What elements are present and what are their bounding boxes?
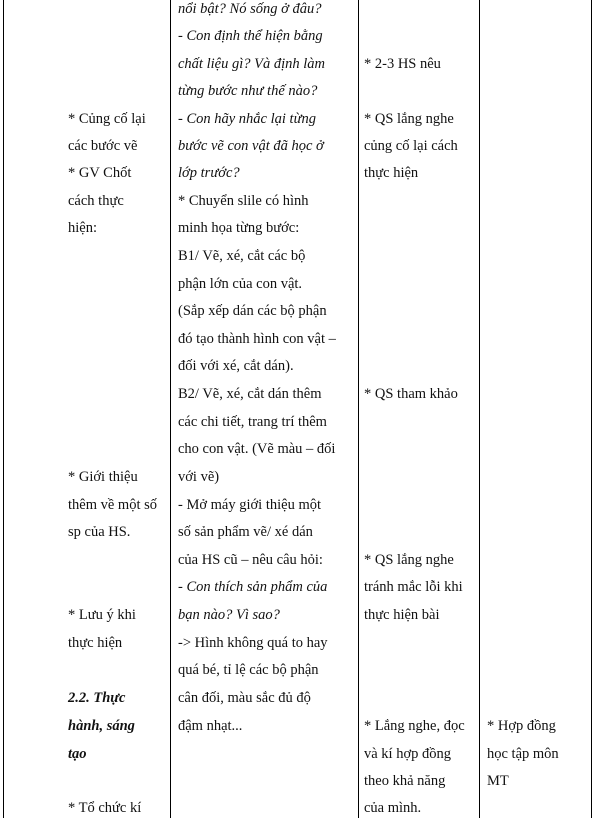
col2-question-line: nổi bật? Nó sống ở đâu? — [178, 1, 322, 17]
col2-line: B2/ Vẽ, xé, cắt dán thêm — [178, 386, 322, 402]
col3-line: * QS lắng nghe — [364, 552, 454, 568]
col4-line: * Hợp đồng — [487, 718, 556, 734]
col3-line: thực hiện bài — [364, 607, 440, 623]
col2-question-line: - Con thích sản phẩm của — [178, 579, 328, 595]
col2-line: các chi tiết, trang trí thêm — [178, 414, 327, 430]
col2-question-line: lớp trước? — [178, 165, 240, 181]
col1-line: các bước vẽ — [68, 138, 138, 154]
col2-line: cân đối, màu sắc đủ độ — [178, 690, 311, 706]
col2-line: minh họa từng bước: — [178, 220, 300, 236]
col2-line: đậm nhạt... — [178, 718, 243, 734]
col2-line: cho con vật. (Vẽ màu – đối — [178, 441, 336, 457]
col2-line: với vẽ) — [178, 469, 220, 485]
col2-line — [178, 661, 319, 679]
col3-line: * Lắng nghe, đọc — [364, 718, 465, 734]
table-border-right — [591, 0, 592, 818]
col1-line: * Lưu ý khi — [68, 607, 136, 623]
col1-line: * GV Chốt — [68, 165, 132, 181]
col2-question-line: từng bước như thế nào? — [178, 83, 318, 99]
col4-line: MT — [487, 773, 509, 789]
col3-line: * 2-3 HS nêu — [364, 56, 441, 72]
col2-line: * Chuyển slile có hình — [178, 193, 309, 209]
col1-line: cách thực — [68, 193, 124, 209]
col1-line: * Tổ chức kí — [68, 800, 142, 816]
col2-line: -> Hình không quá to hay — [178, 635, 328, 651]
col4-line: học tập môn — [487, 746, 559, 762]
col3-line: * QS tham khảo — [364, 386, 458, 402]
col2-line: B1/ Vẽ, xé, cắt các bộ — [178, 248, 306, 264]
col2-question-line: chất liệu gì? Và định làm — [178, 56, 325, 72]
table-border-col3-col4 — [479, 0, 480, 818]
col3-line: củng cố lại cách — [364, 138, 458, 154]
col2-line: - Mở máy giới thiệu một — [178, 497, 322, 513]
col2-line: đó tạo thành hình con vật – — [178, 331, 336, 347]
col1-line: hiện: — [68, 220, 97, 236]
col1-line: thực hiện — [68, 635, 123, 651]
col2-line: phận lớn của con vật. — [178, 276, 303, 292]
table-border-left — [3, 0, 4, 818]
col2-line: số sản phẩm vẽ/ xé dán — [178, 524, 313, 540]
section-heading-line: 2.2. Thực — [68, 690, 126, 706]
col3-line: thực hiện — [364, 165, 419, 181]
col2-question-line: bạn nào? Vì sao? — [178, 607, 280, 623]
col2-line: (Sắp xếp dán các bộ phận — [178, 303, 327, 319]
col1-line: * Giới thiệu — [68, 469, 138, 485]
col2-line-text: quá bé, tỉ lệ các bộ phận — [178, 662, 319, 678]
col2-line: của HS cũ – nêu câu hỏi: — [178, 552, 323, 568]
col3-line: và kí hợp đồng — [364, 746, 452, 762]
col2-question-line: - Con hãy nhắc lại từng — [178, 111, 316, 127]
col2-question-line: - Con định thể hiện bằng — [178, 28, 323, 44]
col3-line: tránh mắc lỗi khi — [364, 579, 463, 595]
col1-line: sp của HS. — [68, 524, 131, 540]
col2-line: đối với xé, cắt dán). — [178, 358, 294, 374]
col3-line: theo khả năng — [364, 773, 446, 789]
col2-question-line: bước vẽ con vật đã học ở — [178, 138, 324, 154]
col3-line: của mình. — [364, 800, 422, 816]
section-heading-line: tạo — [68, 746, 87, 762]
col3-line: * QS lắng nghe — [364, 111, 454, 127]
table-border-col2-col3 — [358, 0, 359, 818]
col1-line: thêm về một số — [68, 497, 158, 513]
section-heading-line: hành, sáng — [68, 718, 135, 734]
table-border-col1-col2 — [170, 0, 171, 818]
col1-line: * Củng cố lại — [68, 111, 146, 127]
